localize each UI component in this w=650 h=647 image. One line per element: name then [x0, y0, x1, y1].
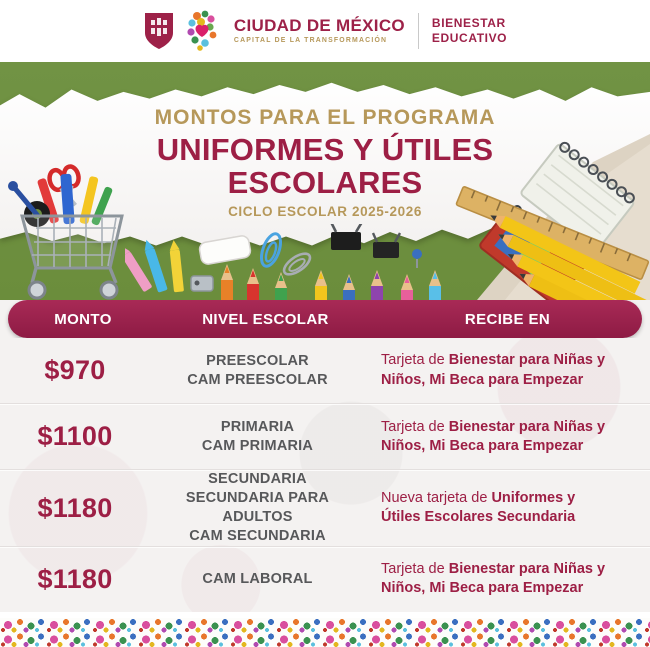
- row-recibe: Nueva tarjeta de Uniformes y Útiles Escolares Secundaria: [381, 489, 576, 526]
- hero-kicker: MONTOS PARA EL PROGRAMA: [154, 106, 496, 129]
- header-divider: [418, 13, 419, 49]
- sharpener-icon: [191, 276, 213, 291]
- folk-floral-border: [0, 618, 650, 647]
- pencil-tips-row: [221, 264, 441, 300]
- footer: [0, 612, 650, 647]
- row-levels: PREESCOLAR CAM PREESCOLAR: [187, 352, 328, 388]
- column-recibe-en: RECIBE EN: [464, 310, 551, 328]
- brand-text: [234, 17, 405, 44]
- table-row: [0, 404, 650, 470]
- brand-header: [0, 0, 650, 62]
- hero-banner: [0, 62, 650, 300]
- table-header: [8, 300, 642, 338]
- row-recibe: Tarjeta de Bienestar para Niñas y Niños, Mi Beca para Empezar: [381, 352, 606, 388]
- table-body: [0, 338, 650, 612]
- row-amount: $1180: [37, 563, 113, 594]
- program-name: [432, 16, 507, 46]
- row-levels: SECUNDARIA SECUNDARIA PARA ADULTOS CAM SECUNDARIA: [185, 471, 330, 544]
- hero-title-line2: ESCOLARES: [227, 165, 423, 200]
- row-recibe: Tarjeta de Bienestar para Niñas y Niños, Mi Beca para Empezar: [381, 418, 606, 454]
- table-row: [0, 338, 650, 404]
- row-recibe: Tarjeta de Bienestar para Niñas y Niños, Mi Beca para Empezar: [381, 561, 606, 597]
- row-amount: $1180: [37, 492, 113, 523]
- cdmx-shield-icon: [143, 11, 175, 51]
- row-levels: PRIMARIA CAM PRIMARIA: [201, 418, 314, 454]
- brand-logos: [143, 10, 221, 52]
- table-header-wrap: [0, 300, 650, 338]
- brand-subtitle: CAPITAL DE LA TRANSFORMACIÓN: [233, 37, 388, 45]
- program-line2: EDUCATIVO: [431, 31, 508, 45]
- column-monto: MONTO: [54, 310, 112, 328]
- row-levels: CAM LABORAL: [202, 570, 313, 587]
- row-amount: $1100: [37, 421, 113, 452]
- brand-title: CIUDAD DE MÉXICO: [233, 16, 405, 36]
- table-row: [0, 547, 650, 612]
- program-line1: BIENESTAR: [431, 16, 506, 30]
- cdmx-floral-emblem-icon: [183, 10, 221, 52]
- crayons-icon: [125, 238, 184, 292]
- table-row: [0, 470, 650, 546]
- column-nivel-escolar: NIVEL ESCOLAR: [202, 310, 329, 328]
- row-amount: $970: [44, 355, 106, 386]
- hero-title-line1: UNIFORMES Y ÚTILES: [156, 132, 494, 167]
- eraser-icon: [198, 235, 251, 265]
- pushpin-icon: [412, 249, 422, 268]
- school-cycle-label: CICLO ESCOLAR 2025-2026: [228, 204, 422, 219]
- paperclip-icon: [258, 231, 314, 278]
- supplies-illustration: [125, 224, 470, 300]
- binder-clip-icon: [331, 224, 400, 258]
